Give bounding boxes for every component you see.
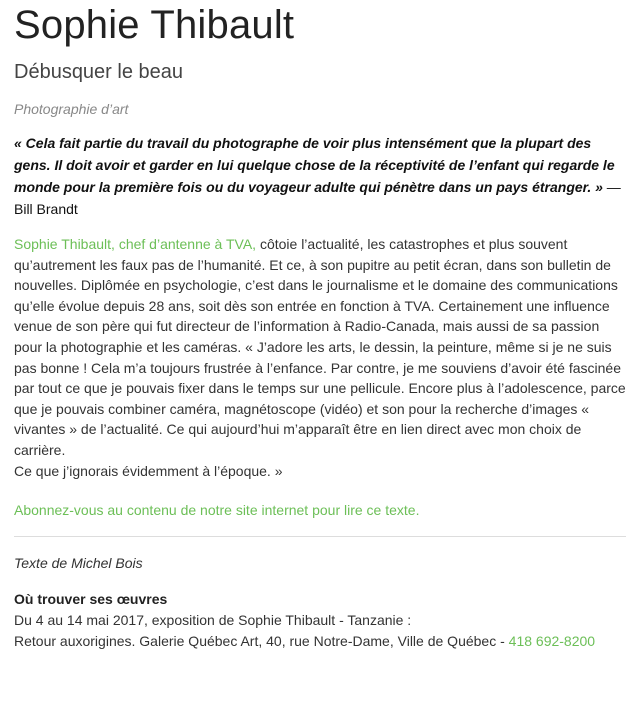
subscribe-link[interactable]: Abonnez-vous au contenu de notre site internet pour lire ce texte. [14,502,420,519]
exhibition-line: Du 4 au 14 mai 2017, exposition de Sophie Thibault - Tanzanie : [14,612,412,629]
article-closing-line: Ce que j’ignorais évidemment à l’époque. » [14,462,283,479]
quote-attribution: — Bill Brandt [14,179,621,217]
quote-text: « Cela fait partie du travail du photographe de voir plus intensément que la plupart des gens. Il doit avoir et garder en lui quelque chose de la réceptivité de l’enfant qui regarde le monde pour la première fois ou du voyageur adulte qui pénètre dans un pays étranger. » [14,135,615,195]
article-page [0,2,640,652]
category-label: Photographie d’art [14,101,129,117]
page-subtitle: Débusquer le beau [14,61,184,83]
exhibition-info [14,610,626,652]
page-title: Sophie Thibault [14,3,295,47]
epigraph-quote [14,132,626,220]
section-divider [14,536,626,537]
lead-highlight: Sophie Thibault, chef d’antenne à TVA, [14,236,257,252]
article-body [14,234,626,481]
article-paragraph: côtoie l’actualité, les catastrophes et plus souvent qu’autrement les faux pas de l’humanité. Et ce, à son pupitre au petit écran, dans son bulletin de nouvelles. Diplômée en psychologie, c’est dans le journalisme et le domaine des communications qu’elle évolue depuis 28 ans, soit dès son entrée en fonction à TVA. Certainement une influence venue de son père qui fut directeur de l’information à Radio-Canada, mais aussi de sa passion pour la photographie et les caméras. « J’adore les arts, le dessin, la peinture, même si je ne suis pas bonne ! Cela m’a toujours frustrée à l’enfance. Par contre, je me souviens d’avoir été fascinée par tout ce que je pouvais fixer dans le temps sur une pellicule. Encore plus à l’adolescence, parce que je pouvais combiner caméra, magnétoscope (vidéo) et son pour la recherche d’images « vivantes » de l’actualité. Ce qui aujourd’hui m’apparaît être en lien direct avec mon choix de carrière. [14,236,626,458]
where-to-find-heading: Où trouver ses œuvres [14,591,168,608]
author-credit: Texte de Michel Bois [14,555,143,572]
phone-link[interactable]: 418 692-8200 [508,633,596,650]
venue-line: Retour auxorigines. Galerie Québec Art, 40, rue Notre-Dame, Ville de Québec - [14,633,509,650]
